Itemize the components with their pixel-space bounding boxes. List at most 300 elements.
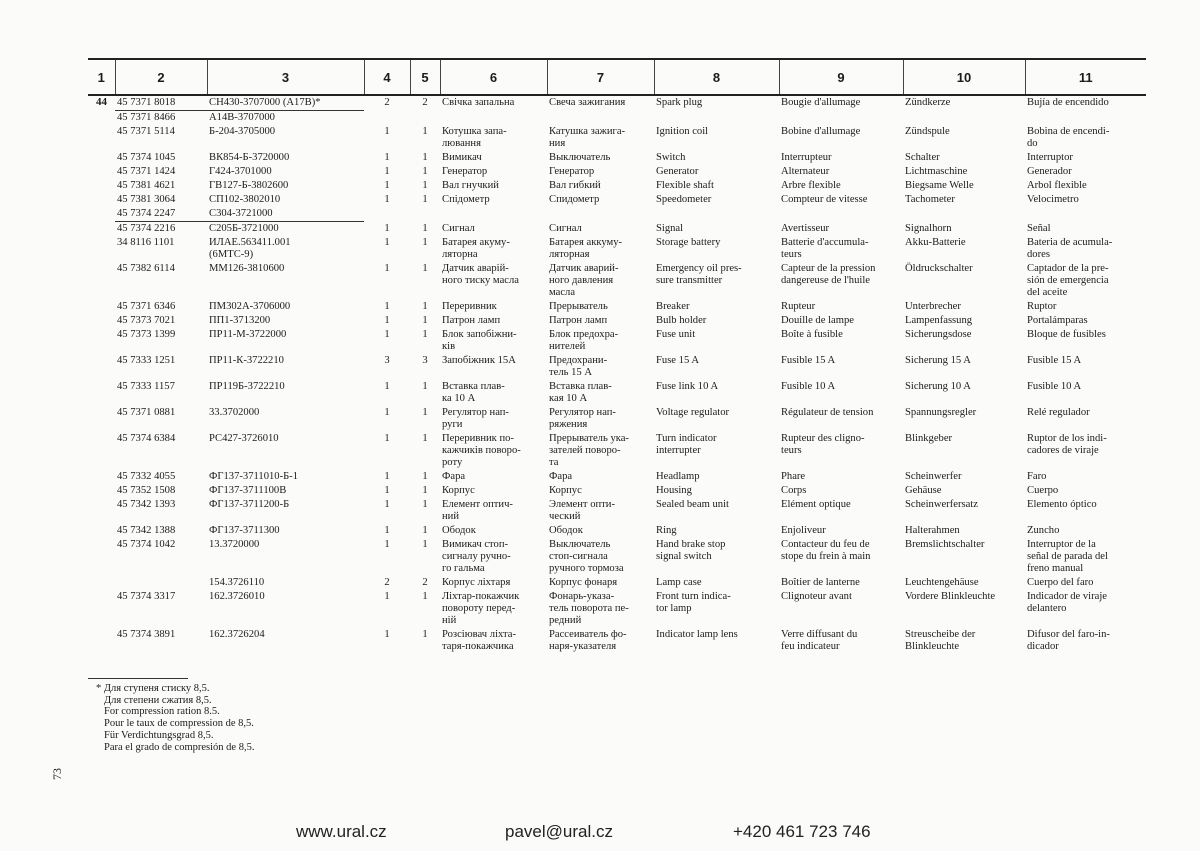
name-russian: Спидометр (549, 194, 600, 205)
name-spanish: Zuncho (1027, 525, 1060, 536)
table-row (88, 314, 1146, 328)
model-number: ПП1-3713200 (209, 315, 271, 326)
quantity-b: 1 (422, 539, 428, 550)
table-row (88, 380, 1146, 406)
name-russian: Блок предохра- нителей (549, 329, 619, 352)
table-row (88, 470, 1146, 484)
section-cell (88, 222, 115, 237)
section-cell (88, 484, 115, 498)
section-number: 44 (96, 96, 107, 108)
name-french: Corps (781, 485, 807, 496)
name-spanish: Interruptor (1027, 152, 1073, 163)
table-row (88, 354, 1146, 380)
name-german: Zündspule (905, 126, 950, 137)
name-german: Bremslichtschalter (905, 539, 985, 550)
name-english: Generator (656, 166, 699, 177)
name-ukrainian: Корпус ліхтаря (442, 577, 511, 588)
name-german: Blinkgeber (905, 433, 953, 444)
column-header-10: 10 (903, 59, 1025, 95)
table-row (88, 628, 1146, 654)
part-code: 45 7333 1251 (117, 355, 176, 366)
column-header-4: 4 (364, 59, 410, 95)
column-header-7: 7 (547, 59, 654, 95)
model-number: Б-204-3705000 (209, 126, 276, 137)
name-french: Interrupteur (781, 152, 832, 163)
name-spanish: Bujía de encendido (1027, 97, 1109, 108)
name-german: Sicherung 15 A (905, 355, 971, 366)
name-german: Öldruckschalter (905, 263, 973, 274)
part-code: 45 7333 1157 (117, 381, 175, 392)
name-ukrainian: Корпус (442, 485, 475, 496)
name-ukrainian: Регулятор нап- руги (442, 407, 509, 430)
footer-website[interactable]: www.ural.cz (296, 822, 387, 841)
part-code: 45 7342 1388 (117, 525, 176, 536)
name-ukrainian: Фара (442, 471, 466, 482)
name-russian: Батарея аккуму- ляторная (549, 237, 623, 260)
quantity-b: 1 (422, 263, 428, 274)
part-code: 45 7374 6384 (117, 433, 176, 444)
section-cell (88, 406, 115, 432)
name-russian: Корпус фонаря (549, 577, 618, 588)
name-ukrainian: Вимикач (442, 152, 482, 163)
name-german: Gehäuse (905, 485, 942, 496)
name-english: Lamp case (656, 577, 702, 588)
part-code: 45 7371 1424 (117, 166, 176, 177)
quantity-b: 1 (422, 237, 428, 248)
name-english: Emergency oil pres- sure transmitter (656, 263, 742, 286)
name-spanish: Relé regulador (1027, 407, 1090, 418)
part-code: 45 7371 8018 (117, 97, 176, 108)
name-spanish: Ruptor de los indi- cadores de viraje (1027, 433, 1107, 456)
table-body (88, 95, 1146, 654)
name-russian: Прерыватель (549, 301, 608, 312)
name-ukrainian: Генератор (442, 166, 488, 177)
name-russian: Прерыватель ука- зателей поворо- та (549, 433, 629, 468)
table-row (88, 498, 1146, 524)
quantity-a: 1 (384, 222, 390, 234)
name-german: Spannungsregler (905, 407, 977, 418)
name-french: Rupteur (781, 301, 816, 312)
name-english: Sealed beam unit (656, 499, 729, 510)
table-row (88, 222, 1146, 237)
column-header-5: 5 (410, 59, 440, 95)
table-row (88, 193, 1146, 207)
name-spanish: Interruptor de la señal de parada del freno manual (1027, 539, 1108, 574)
quantity-b: 1 (422, 126, 428, 137)
quantity-a: 1 (384, 315, 390, 326)
name-spanish: Difusor del faro-in- dicador (1027, 629, 1110, 652)
model-number: СН430-3707000 (А17В)* (209, 97, 321, 108)
quantity-a: 1 (384, 485, 390, 496)
quantity-b: 1 (422, 194, 428, 205)
name-spanish: Generador (1027, 166, 1072, 177)
quantity-a: 1 (384, 407, 390, 418)
quantity-a: 2 (384, 577, 390, 588)
quantity-a: 1 (384, 433, 390, 444)
quantity-a (364, 111, 410, 126)
name-spanish: Portalámparas (1027, 315, 1088, 326)
table-row (88, 207, 1146, 222)
name-english: Voltage regulator (656, 407, 730, 418)
model-number: ПМ302А-3706000 (209, 301, 291, 312)
quantity-a: 2 (384, 97, 390, 108)
column-header-9: 9 (779, 59, 903, 95)
quantity-a: 1 (384, 629, 390, 640)
name-spanish: Bateria de acumula- dores (1027, 237, 1113, 260)
name-english: Turn indicator interrupter (656, 433, 717, 456)
name-russian: Катушка зажига- ния (549, 126, 626, 149)
quantity-a: 1 (384, 126, 390, 137)
part-code: 45 7352 1508 (117, 485, 176, 496)
section-cell (88, 151, 115, 165)
name-russian: Фонарь-указа- тель поворота пе- редний (549, 591, 629, 626)
quantity-b: 1 (422, 166, 428, 177)
section-cell (88, 498, 115, 524)
name-spanish: Elemento óptico (1027, 499, 1097, 510)
section-cell (88, 380, 115, 406)
model-number: С205Б-3721000 (207, 222, 364, 237)
quantity-b: 1 (422, 381, 428, 392)
parts-table (88, 58, 1146, 654)
table-row (88, 538, 1146, 576)
name-ukrainian: Патрон ламп (442, 315, 501, 326)
quantity-a: 1 (384, 180, 390, 191)
name-spanish (1025, 111, 1146, 126)
name-spanish: Bloque de fusibles (1027, 329, 1106, 340)
name-russian: Патрон ламп (549, 315, 608, 326)
part-code: 45 7374 2216 (115, 222, 207, 237)
footnote-line: Para el grado de compresión de 8,5. (104, 741, 255, 753)
quantity-a: 1 (384, 301, 390, 312)
quantity-b: 1 (422, 329, 428, 340)
quantity-a: 1 (384, 194, 390, 205)
model-number: РС427-3726010 (209, 433, 279, 444)
table-row (88, 484, 1146, 498)
name-ukrainian: Ободок (442, 525, 476, 536)
model-number: 154.3726110 (209, 577, 265, 588)
name-french: Bobine d'allumage (781, 126, 861, 137)
name-english: Switch (656, 152, 686, 163)
table-row (88, 179, 1146, 193)
part-code: 45 7371 6346 (117, 301, 176, 312)
table-row (88, 590, 1146, 628)
name-ukrainian: Спідометр (442, 194, 490, 205)
name-french (779, 207, 903, 222)
quantity-a: 3 (384, 355, 390, 366)
name-english: Fuse unit (656, 329, 696, 340)
model-number: С304-3721000 (209, 208, 273, 219)
name-russian: Предохрани- тель 15 А (549, 355, 608, 378)
footnote-line: Для степени сжатия 8,5. (104, 694, 212, 706)
name-russian: Рассеиватель фо- наря-указателя (549, 629, 627, 652)
name-french: Avertisseur (781, 222, 830, 234)
name-ukrainian: Сигнал (442, 222, 475, 234)
page-number: 73 (50, 768, 64, 780)
name-russian: Выключатель (549, 152, 611, 163)
name-german: Scheinwerfersatz (905, 499, 978, 510)
name-russian: Вставка плав- кая 10 А (549, 381, 612, 404)
name-ukrainian: Вставка плав- ка 10 А (442, 381, 505, 404)
name-english: Flexible shaft (656, 180, 714, 191)
name-ukrainian: Батарея акуму- ляторна (442, 237, 510, 260)
name-russian: Выключатель стоп-сигнала ручного тормоза (549, 539, 624, 574)
name-ukrainian: Котушка запа- лювання (442, 126, 507, 149)
name-russian (547, 111, 654, 126)
name-french: Clignoteur avant (781, 591, 852, 602)
name-french: Fusible 10 A (781, 381, 836, 392)
name-french: Arbre flexible (781, 180, 841, 191)
quantity-b: 2 (422, 577, 428, 588)
name-german: Streuscheibe der Blinkleuchte (905, 629, 976, 652)
quantity-b: 1 (422, 407, 428, 418)
name-german: Akku-Batterie (905, 237, 966, 248)
name-russian: Вал гибкий (549, 180, 601, 191)
name-russian: Свеча зажигания (549, 97, 626, 108)
section-cell (88, 576, 115, 590)
name-german: Scheinwerfer (905, 471, 962, 482)
table-row (88, 236, 1146, 262)
name-ukrainian: Вал гнучкий (442, 180, 499, 191)
name-spanish: Ruptor (1027, 301, 1057, 312)
model-number: ПР11-К-3722210 (209, 355, 284, 366)
name-russian: Элемент опти- ческий (549, 499, 615, 522)
name-russian: Датчик аварий- ного давления масла (549, 263, 619, 298)
quantity-a: 1 (384, 166, 390, 177)
table-row (88, 524, 1146, 538)
quantity-a: 1 (384, 329, 390, 340)
name-english: Headlamp (656, 471, 700, 482)
part-code: 45 7342 1393 (117, 499, 176, 510)
quantity-a: 1 (384, 152, 390, 163)
footer-email[interactable]: pavel@ural.cz (505, 822, 613, 841)
name-french: Bougie d'allumage (781, 97, 861, 108)
part-code: 45 7371 0881 (117, 407, 176, 418)
name-french: Enjoliveur (781, 525, 826, 536)
name-ukrainian: Запобіжник 15А (442, 355, 516, 366)
model-number: ФГ137-3711200-Б (209, 499, 290, 510)
section-cell (88, 207, 115, 222)
name-english: Housing (656, 485, 692, 496)
model-number: 33.3702000 (209, 407, 260, 418)
name-ukrainian (440, 207, 547, 222)
name-spanish: Velocimetro (1027, 194, 1079, 205)
quantity-a: 1 (384, 591, 390, 602)
part-code: 45 7382 6114 (117, 263, 175, 274)
name-german: Unterbrecher (905, 301, 961, 312)
column-header-1: 1 (88, 59, 115, 95)
model-number: ФГ137-3711300 (209, 525, 280, 536)
section-cell (88, 328, 115, 354)
section-cell (88, 111, 115, 126)
name-french: Rupteur des cligno- teurs (781, 433, 865, 456)
footnote-line: For compression ration 8.5. (104, 706, 220, 718)
quantity-a: 1 (384, 381, 390, 392)
name-russian: Фара (549, 471, 573, 482)
name-english: Ring (656, 525, 677, 536)
name-spanish (1025, 207, 1146, 222)
quantity-b: 1 (422, 499, 428, 510)
part-code: 45 7374 1042 (117, 539, 176, 550)
section-cell (88, 590, 115, 628)
model-number: Г424-3701000 (209, 166, 272, 177)
part-code: 45 7373 7021 (117, 315, 176, 326)
quantity-b: 1 (422, 485, 428, 496)
name-german: Sicherung 10 A (905, 381, 971, 392)
column-header-8: 8 (654, 59, 779, 95)
quantity-b: 1 (422, 591, 428, 602)
model-number: ФГ137-3711010-Б-1 (209, 471, 299, 482)
name-spanish: Captador de la pre- sión de emergencia del aceite (1027, 263, 1109, 298)
quantity-b (410, 207, 440, 222)
name-english: Storage battery (656, 237, 721, 248)
part-code: 45 7371 5114 (117, 126, 175, 137)
part-code: 45 7374 3317 (117, 591, 176, 602)
name-english: Front turn indica- tor lamp (656, 591, 731, 614)
name-french: Régulateur de tension (781, 407, 874, 418)
name-french: Elément optique (781, 499, 851, 510)
name-german: Signalhorn (905, 222, 952, 234)
column-header-6: 6 (440, 59, 547, 95)
section-cell (88, 524, 115, 538)
name-german (903, 207, 1025, 222)
name-english: Signal (656, 222, 684, 234)
footnote-divider (88, 678, 188, 679)
part-code: 45 7381 4621 (117, 180, 176, 191)
quantity-b: 2 (422, 97, 428, 108)
table-row (88, 111, 1146, 126)
name-german: Tachometer (905, 194, 955, 205)
name-russian: Ободок (549, 525, 583, 536)
section-cell (88, 314, 115, 328)
column-header-3: 3 (207, 59, 364, 95)
name-english: Spark plug (656, 97, 703, 108)
table-row (88, 262, 1146, 300)
name-french: Batterie d'accumula- teurs (781, 237, 869, 260)
name-russian: Регулятор нап- ряжения (549, 407, 616, 430)
quantity-b: 1 (422, 471, 428, 482)
name-french (779, 111, 903, 126)
name-german: Sicherungsdose (905, 329, 972, 340)
model-number: 162.3726010 (209, 591, 265, 602)
table-row (88, 576, 1146, 590)
part-code: 45 7332 4055 (117, 471, 176, 482)
name-german: Vordere Blinkleuchte (905, 591, 996, 602)
quantity-a: 1 (384, 525, 390, 536)
model-number: ПР11-М-3722000 (209, 329, 287, 340)
model-number: ИЛАЕ.563411.001 (6МТС-9) (209, 237, 291, 260)
table-row (88, 432, 1146, 470)
quantity-b: 1 (422, 629, 428, 640)
part-code: 45 7373 1399 (117, 329, 176, 340)
section-cell (88, 432, 115, 470)
section-cell (88, 125, 115, 151)
name-spanish: Indicador de viraje delantero (1027, 591, 1108, 614)
name-english (654, 207, 779, 222)
table-row (88, 406, 1146, 432)
model-number: 162.3726204 (209, 629, 265, 640)
name-ukrainian (440, 111, 547, 126)
name-german: Zündkerze (905, 97, 951, 108)
model-number: А14В-3707000 (207, 111, 364, 126)
model-number: СП102-3802010 (209, 194, 281, 205)
name-russian: Сигнал (549, 222, 582, 234)
name-ukrainian: Блок запобіжни- ків (442, 329, 517, 352)
name-french: Capteur de la pression dangereuse de l'huile (781, 263, 876, 286)
name-ukrainian: Вимикач стоп- сигналу ручно- го гальма (442, 539, 511, 574)
table-row (88, 95, 1146, 111)
quantity-a: 1 (384, 499, 390, 510)
name-english: Fuse 15 A (656, 355, 699, 366)
name-french: Verre diffusant du feu indicateur (781, 629, 858, 652)
name-english: Indicator lamp lens (656, 629, 738, 640)
table-row (88, 328, 1146, 354)
name-french: Alternateur (781, 166, 830, 177)
section-cell (88, 300, 115, 314)
name-russian: Корпус (549, 485, 582, 496)
model-number: 13.3720000 (209, 539, 260, 550)
name-french: Fusible 15 A (781, 355, 836, 366)
section-cell (88, 236, 115, 262)
name-english: Ignition coil (656, 126, 709, 137)
name-french: Compteur de vitesse (781, 194, 868, 205)
parts-table-wrapper (88, 58, 1146, 654)
name-french: Boîtier de lanterne (781, 577, 860, 588)
part-code: 45 7374 2247 (117, 208, 176, 219)
model-number: ММ126-3810600 (209, 263, 285, 274)
quantity-b: 1 (422, 301, 428, 312)
name-spanish: Cuerpo (1027, 485, 1059, 496)
name-french: Boîte à fusible (781, 329, 843, 340)
quantity-b: 1 (422, 433, 428, 444)
name-german: Leuchtengehäuse (905, 577, 979, 588)
name-english: Bulb holder (656, 315, 707, 326)
column-header-11: 11 (1025, 59, 1146, 95)
model-number: ВК854-Б-3720000 (209, 152, 290, 163)
name-spanish: Fusible 10 A (1027, 381, 1082, 392)
quantity-b: 1 (422, 315, 428, 326)
section-cell (88, 179, 115, 193)
footnotes (96, 683, 254, 753)
section-cell (88, 165, 115, 179)
quantity-a: 1 (384, 539, 390, 550)
section-cell (88, 193, 115, 207)
model-number: ФГ137-3711100В (209, 485, 287, 496)
part-code: 45 7371 8466 (115, 111, 207, 126)
name-spanish: Cuerpo del faro (1027, 577, 1094, 588)
footnote-line: * Для ступеня стиску 8,5. (96, 683, 210, 694)
section-cell (88, 354, 115, 380)
name-ukrainian: Переривник по- кажчиків поворо- роту (442, 433, 521, 468)
quantity-a: 1 (384, 471, 390, 482)
part-code: 45 7374 3891 (117, 629, 176, 640)
quantity-b: 1 (422, 525, 428, 536)
column-header-2: 2 (115, 59, 207, 95)
quantity-b: 1 (422, 180, 428, 191)
part-code (115, 576, 207, 590)
section-cell (88, 470, 115, 484)
section-cell (88, 538, 115, 576)
footnote-line: Pour le taux de compression de 8,5. (104, 718, 254, 730)
part-code: 45 7374 1045 (117, 152, 176, 163)
model-number: ПР119Б-3722210 (209, 381, 285, 392)
footnote-line: Für Verdichtungsgrad 8,5. (104, 729, 214, 741)
part-code: 45 7381 3064 (117, 194, 176, 205)
table-row (88, 165, 1146, 179)
section-cell (88, 262, 115, 300)
name-spanish: Faro (1027, 471, 1047, 482)
name-german: Schalter (905, 152, 940, 163)
name-ukrainian: Ліхтар-покажчик повороту перед- ній (442, 591, 520, 626)
